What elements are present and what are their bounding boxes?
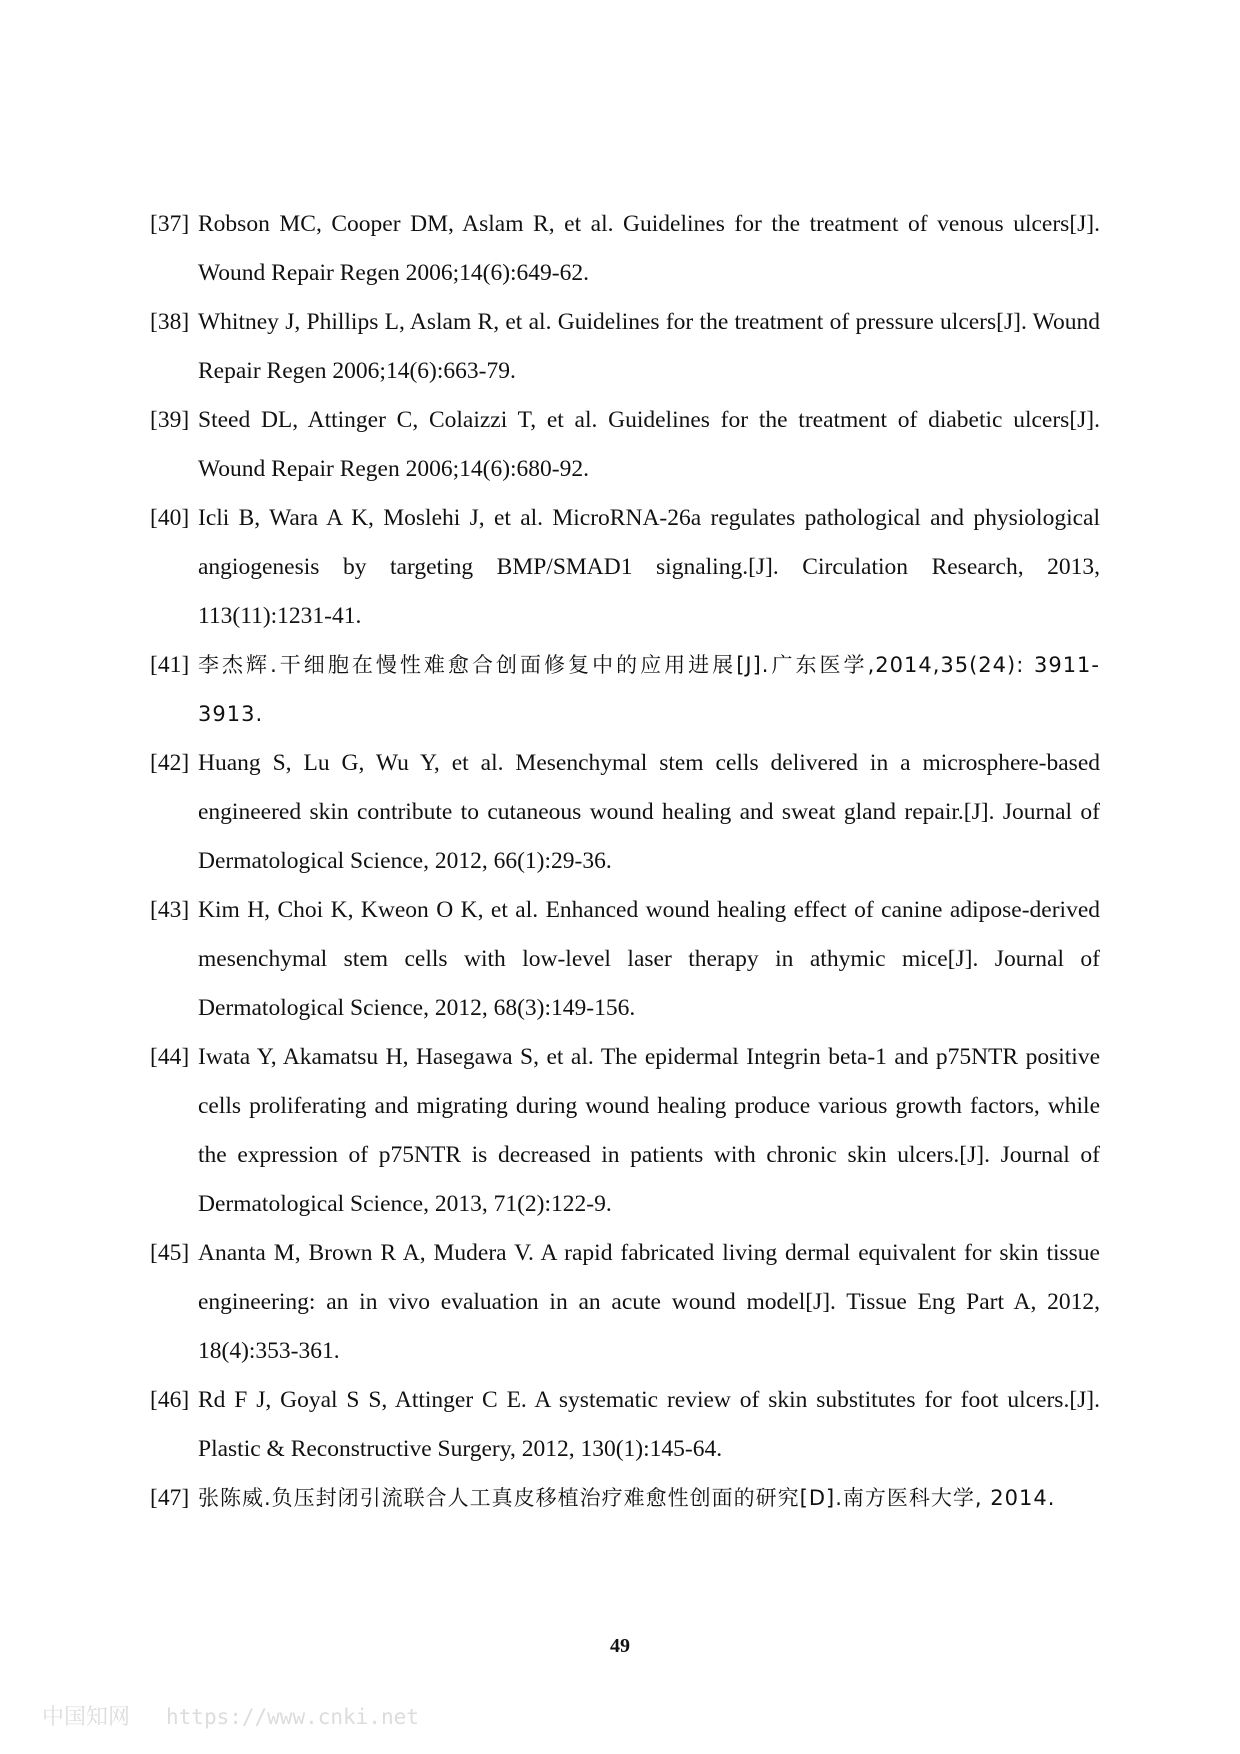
reference-text: Huang S, Lu G, Wu Y, et al. Mesenchymal stem cells delivered in a microsphere-based engineered skin contribute to cutaneous wound healing and sweat gland repair.[J]. Journal of Dermatological Science, 2012, 66(1):29-36. (198, 750, 1100, 874)
cnki-watermark (42, 1700, 419, 1731)
reference-item (150, 1474, 1100, 1523)
reference-text: Whitney J, Phillips L, Aslam R, et al. Guidelines for the treatment of pressure ulcers[J]. Wound Repair Regen 2006;14(6):663-79. (198, 309, 1100, 384)
reference-item (150, 1376, 1100, 1474)
watermark-logo-text: 中国知网 (42, 1705, 131, 1730)
reference-text: Rd F J, Goyal S S, Attinger C E. A systematic review of skin substitutes for foot ulcers.[J]. Plastic & Reconstructive Surgery, 2012, 130(1):145-64. (198, 1387, 1100, 1462)
reference-number: [44] (150, 1044, 190, 1070)
watermark-url: https://www.cnki.net (166, 1705, 419, 1729)
reference-number: [37] (150, 211, 190, 237)
reference-item (150, 200, 1100, 298)
reference-text: Steed DL, Attinger C, Colaizzi T, et al. Guidelines for the treatment of diabetic ulcers[J]. Wound Repair Regen 2006;14(6):680-92. (198, 407, 1100, 482)
reference-item (150, 886, 1100, 1033)
reference-text: Ananta M, Brown R A, Mudera V. A rapid fabricated living dermal equivalent for skin tissue engineering: an in vivo evaluation in an acute wound model[J]. Tissue Eng Part A, 2012, 18(4):353-361. (198, 1240, 1100, 1364)
reference-number: [39] (150, 407, 190, 433)
reference-item (150, 1033, 1100, 1229)
reference-item (150, 739, 1100, 886)
reference-item (150, 396, 1100, 494)
page-number: 49 (610, 1635, 630, 1657)
reference-number: [45] (150, 1240, 190, 1266)
reference-text: Robson MC, Cooper DM, Aslam R, et al. Guidelines for the treatment of venous ulcers[J]. Wound Repair Regen 2006;14(6):649-62. (198, 211, 1100, 286)
reference-text: Kim H, Choi K, Kweon O K, et al. Enhanced wound healing effect of canine adipose-derived mesenchymal stem cells with low-level laser therapy in athymic mice[J]. Journal of Dermatological Science, 2012, 68(3):149-156. (198, 897, 1100, 1021)
reference-text: 李杰辉.干细胞在慢性难愈合创面修复中的应用进展[J].广东医学,2014,35(24): 3911-3913. (198, 653, 1100, 726)
reference-number: [38] (150, 309, 190, 335)
reference-number: [40] (150, 505, 190, 531)
reference-number: [47] (150, 1485, 190, 1511)
reference-number: [42] (150, 750, 190, 776)
reference-item (150, 494, 1100, 641)
reference-number: [41] (150, 652, 190, 678)
reference-item (150, 298, 1100, 396)
reference-text: Icli B, Wara A K, Moslehi J, et al. MicroRNA-26a regulates pathological and physiological angiogenesis by targeting BMP/SMAD1 signaling.[J]. Circulation Research, 2013, 113(11):1231-41. (198, 505, 1100, 629)
reference-item (150, 641, 1100, 739)
reference-list (150, 200, 1100, 1523)
reference-number: [46] (150, 1387, 190, 1413)
reference-item (150, 1229, 1100, 1376)
reference-text: Iwata Y, Akamatsu H, Hasegawa S, et al. The epidermal Integrin beta-1 and p75NTR positive cells proliferating and migrating during wound healing produce various growth factors, while the expression of p75NTR is decreased in patients with chronic skin ulcers.[J]. Journal of Dermatological Science, 2013, 71(2):122-9. (198, 1044, 1100, 1217)
reference-text: 张陈威.负压封闭引流联合人工真皮移植治疗难愈性创面的研究[D].南方医科大学, 2014. (198, 1486, 1056, 1510)
reference-number: [43] (150, 897, 190, 923)
